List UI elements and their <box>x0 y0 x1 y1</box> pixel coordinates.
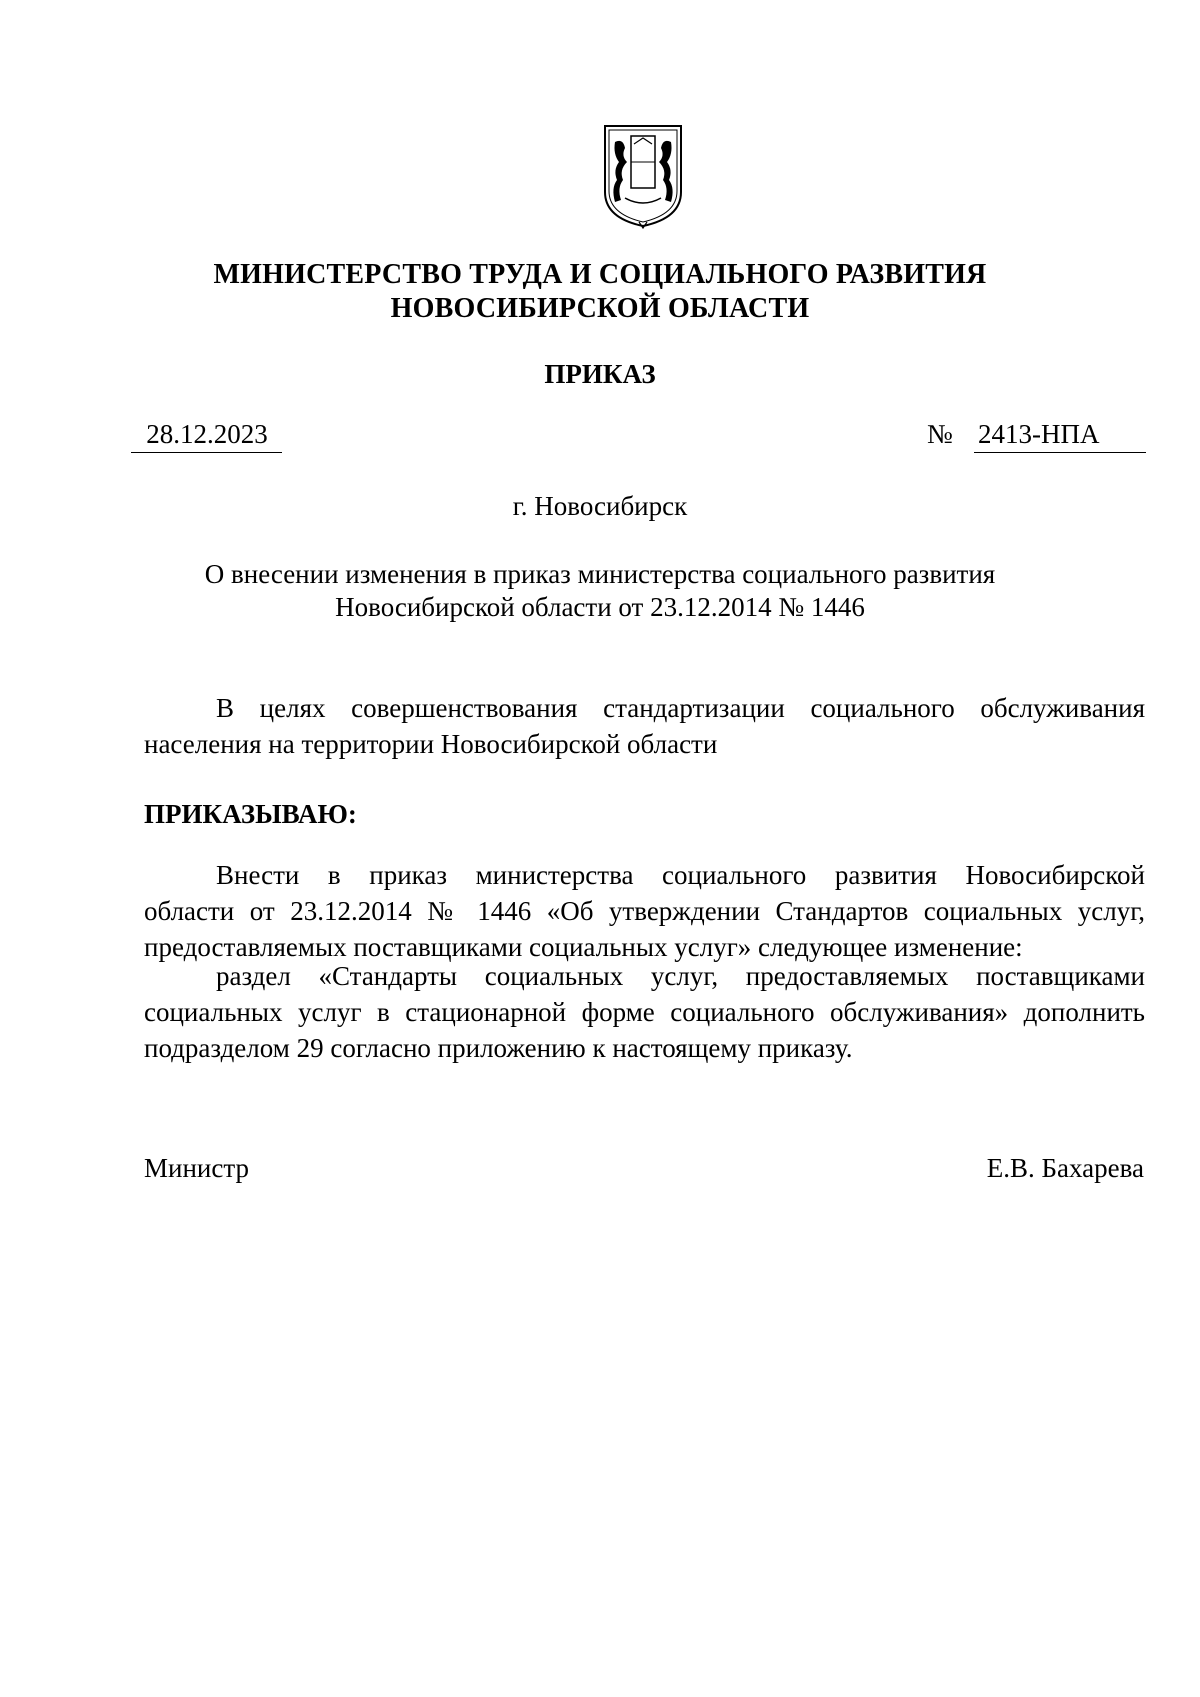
order-subject <box>150 558 1050 624</box>
paragraph-line: предоставляемых поставщиками социальных услуг» следующее изменение: <box>144 932 1023 962</box>
number-underline <box>974 452 1146 453</box>
order-item-paragraph <box>144 958 1145 1066</box>
organization-name-line2: НОВОСИБИРСКОЙ ОБЛАСТИ <box>390 293 810 324</box>
preamble-paragraph <box>144 690 1145 762</box>
order-number: 2413-НПА <box>978 419 1100 449</box>
city: г. Новосибирск <box>512 491 688 521</box>
paragraph-line: Внести в приказ министерства социального развития Новосибирской <box>216 860 1145 890</box>
organization-name-line1: МИНИСТЕРСТВО ТРУДА И СОЦИАЛЬНОГО РАЗВИТИЯ <box>213 259 987 290</box>
document-type-title: ПРИКАЗ <box>544 359 656 389</box>
paragraph-line: населения на территории Новосибирской области <box>144 729 718 759</box>
order-item-paragraph <box>144 857 1145 965</box>
organization-name <box>0 258 1200 326</box>
paragraph-line: раздел «Стандарты социальных услуг, предоставляемых поставщиками <box>216 961 1145 991</box>
paragraph-line: В целях совершенствования стандартизации социального обслуживания <box>216 693 1145 723</box>
date-underline <box>131 452 282 453</box>
paragraph-line: социальных услуг в стационарной форме социального обслуживания» дополнить <box>144 997 1145 1027</box>
signatory-name: Е.В. Бахарева <box>986 1153 1144 1183</box>
subject-line: Новосибирской области от 23.12.2014 № 1446 <box>335 592 865 622</box>
order-date: 28.12.2023 <box>146 419 268 449</box>
signatory-role: Министр <box>144 1153 249 1183</box>
paragraph-line: области от 23.12.2014 № 1446 «Об утверждении Стандартов социальных услуг, <box>144 896 1145 926</box>
order-directive-heading: ПРИКАЗЫВАЮ: <box>144 799 357 829</box>
coat-of-arms-icon <box>601 122 685 230</box>
subject-line: О внесении изменения в приказ министерства социального развития <box>204 559 996 589</box>
paragraph-line: подразделом 29 согласно приложению к настоящему приказу. <box>144 1033 853 1063</box>
number-sign: № <box>927 419 953 449</box>
